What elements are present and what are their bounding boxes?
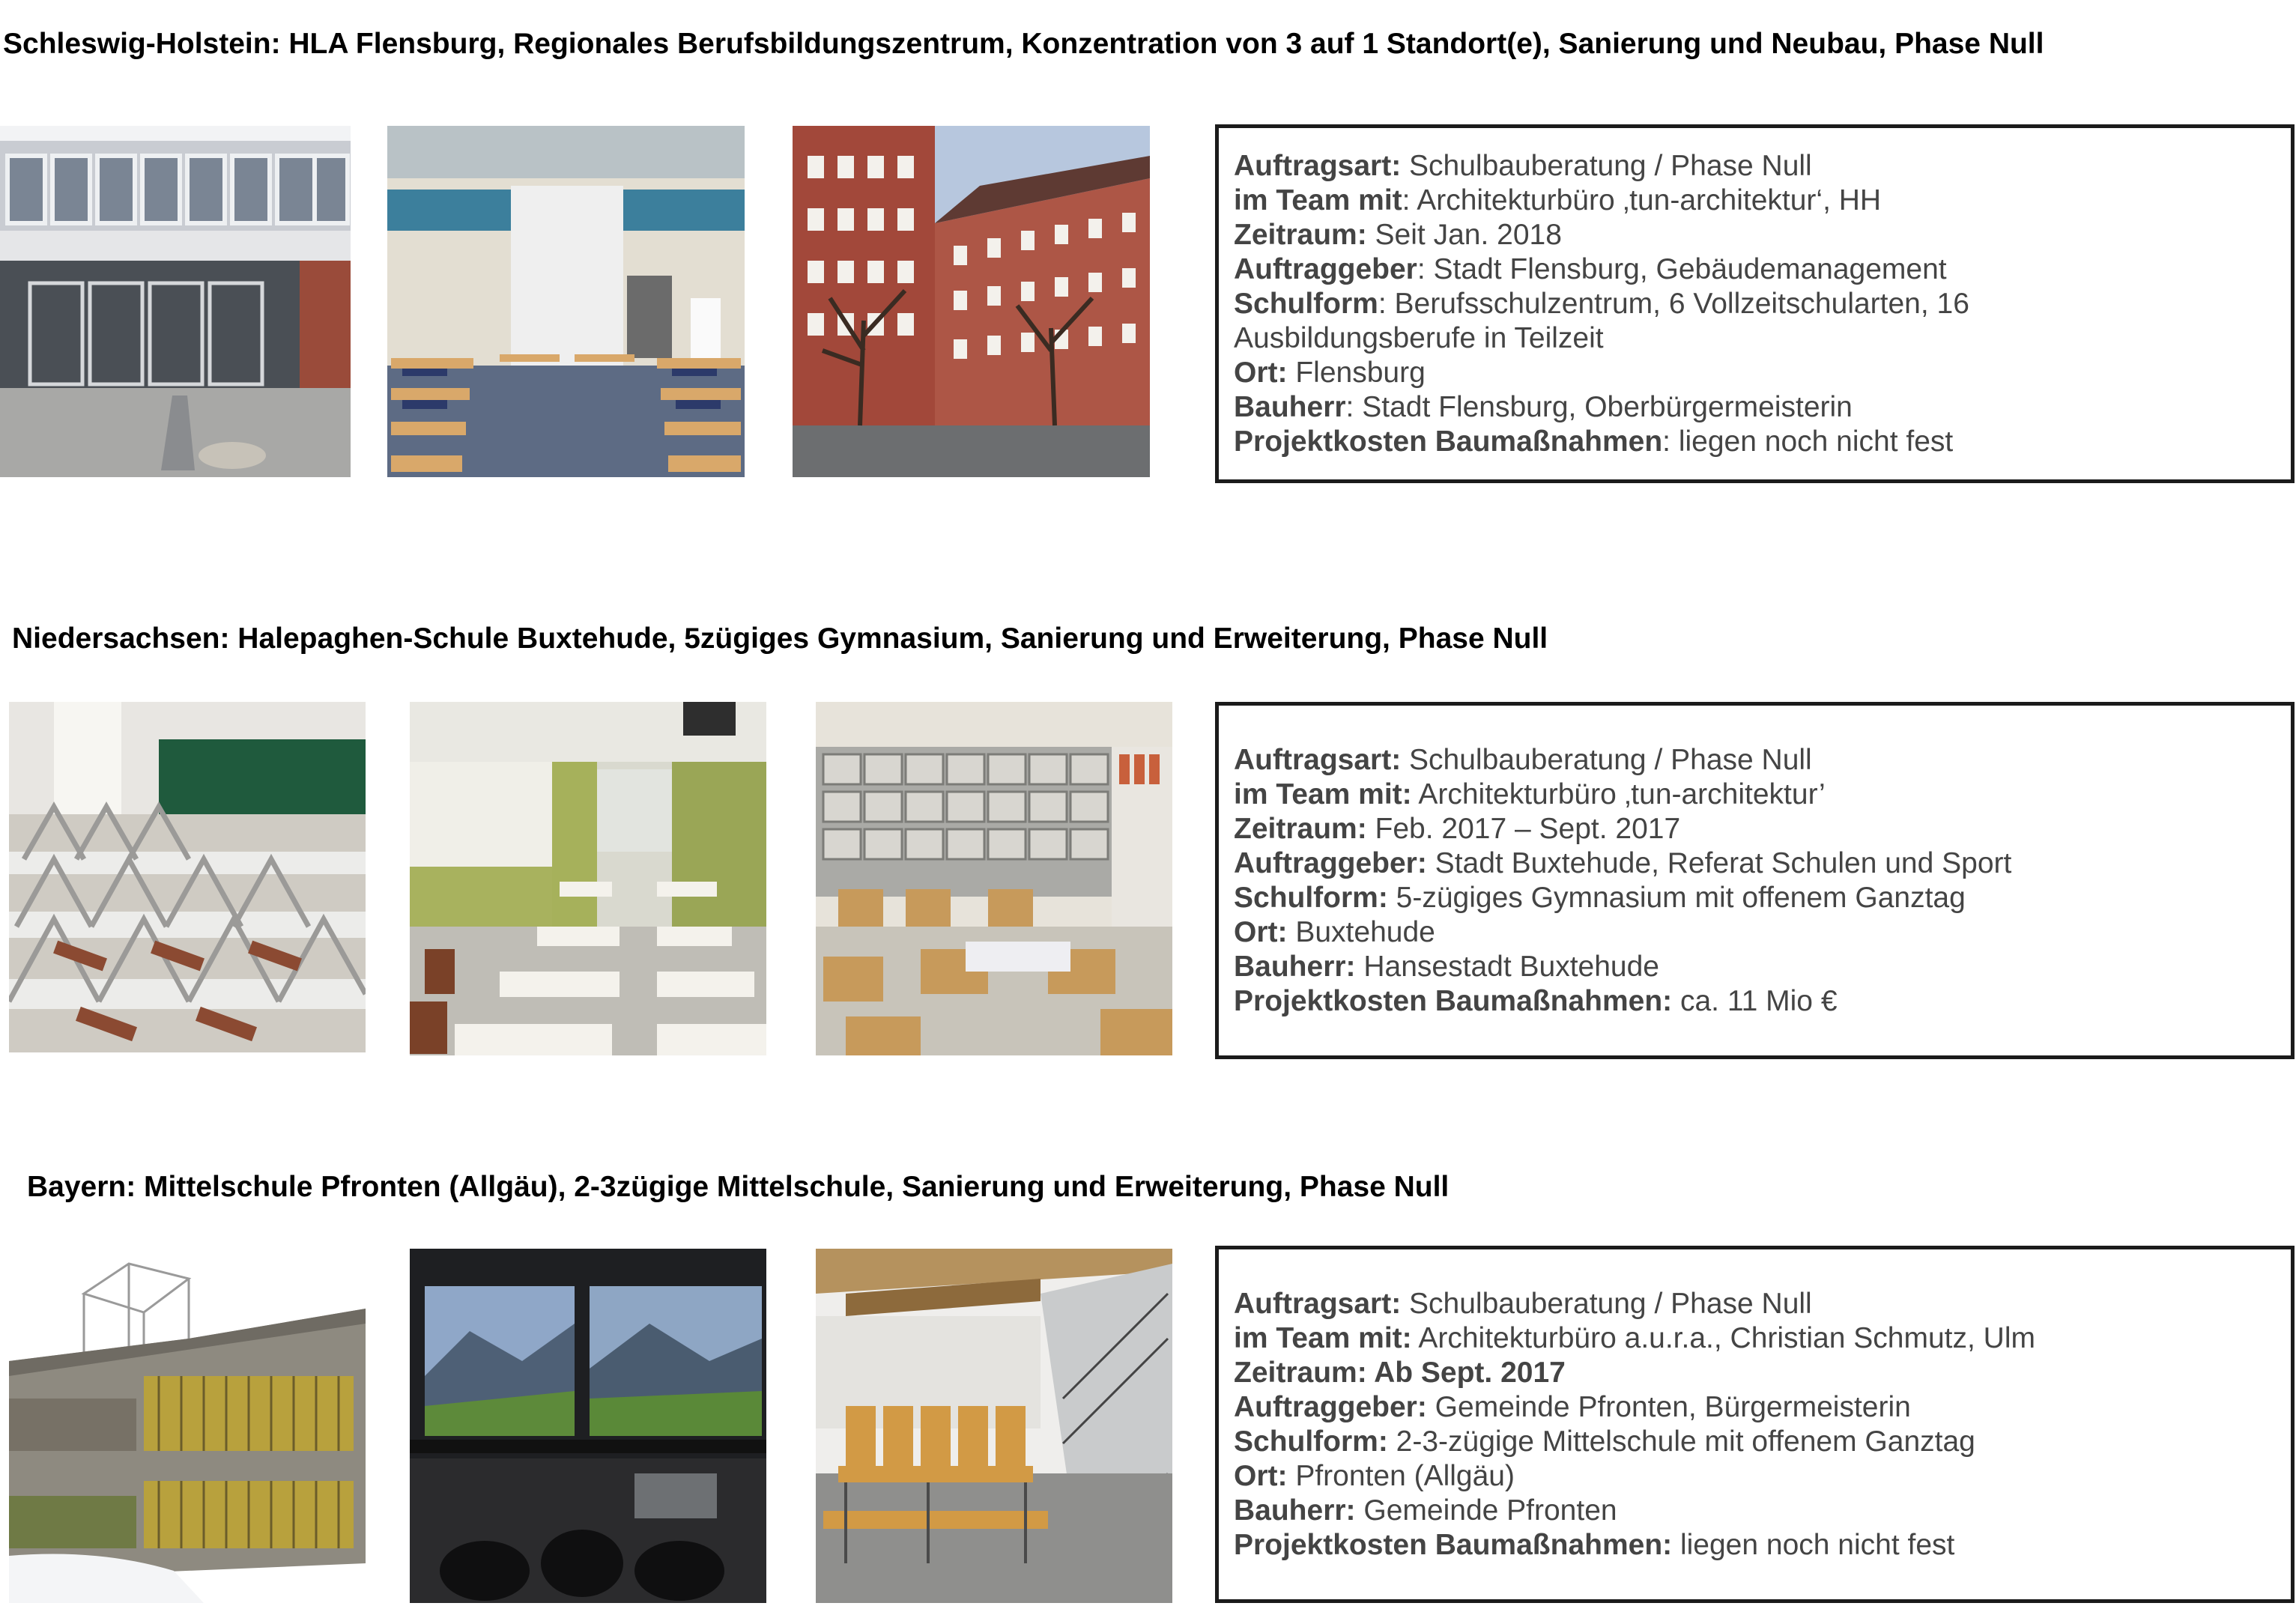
detail-line	[1234, 1425, 2276, 1459]
detail-label: Auftraggeber	[1234, 252, 1417, 285]
detail-value: : Architekturbüro ‚tun-architektur‘, HH	[1402, 184, 1882, 216]
detail-line	[1234, 1356, 2276, 1390]
detail-label: Bauherr:	[1234, 1494, 1356, 1527]
detail-value: Feb. 2017 – Sept. 2017	[1366, 812, 1681, 845]
detail-value: 2-3-zügige Mittelschule mit offenem Ganztag	[1387, 1425, 1975, 1458]
detail-value: Schulbauberatung / Phase Null	[1401, 149, 1812, 182]
detail-line	[1234, 184, 2276, 218]
detail-line	[1234, 1528, 2276, 1563]
detail-line	[1234, 950, 2276, 984]
detail-label: Schulform:	[1234, 881, 1388, 914]
detail-line	[1234, 743, 2276, 778]
project-photo	[9, 702, 366, 1052]
project-photo	[0, 126, 351, 477]
detail-label: im Team mit:	[1234, 1321, 1412, 1354]
detail-value: Stadt Buxtehude, Referat Schulen und Sport	[1426, 846, 2012, 879]
detail-label: Projektkosten Baumaßnahmen:	[1234, 1528, 1673, 1561]
detail-value: Pfronten (Allgäu)	[1287, 1459, 1515, 1492]
project-photo	[816, 702, 1172, 1055]
detail-line	[1234, 1287, 2276, 1321]
detail-label: Auftragsart:	[1234, 1287, 1402, 1320]
detail-value: : Berufsschulzentrum, 6 Vollzeitschularten, 16 Ausbildungsberufe in Teilzeit	[1234, 287, 1969, 354]
detail-line	[1234, 984, 2276, 1019]
detail-label: Projektkosten Baumaßnahmen:	[1234, 984, 1673, 1017]
detail-value: Architekturbüro a.u.r.a., Christian Schmutz, Ulm	[1411, 1321, 2035, 1354]
detail-label: Schulform	[1234, 287, 1378, 320]
detail-label: Projektkosten Baumaßnahmen	[1234, 425, 1663, 458]
project-heading: Schleswig-Holstein: HLA Flensburg, Regionales Berufsbildungszentrum, Konzentration von 3 auf 1 Standort(e), Sanierung und Neubau, Phase Null	[3, 28, 2044, 60]
project-photo	[9, 1249, 366, 1603]
detail-line	[1234, 218, 2276, 252]
project-info-box	[1215, 1246, 2295, 1603]
detail-label: Bauherr	[1234, 390, 1346, 423]
detail-value: Schulbauberatung / Phase Null	[1401, 1287, 1812, 1320]
detail-label: Auftragsart:	[1234, 149, 1402, 182]
detail-value: : Stadt Flensburg, Oberbürgermeisterin	[1345, 390, 1853, 423]
detail-line	[1234, 812, 2276, 846]
detail-value: Hansestadt Buxtehude	[1355, 950, 1659, 983]
detail-label: Ort:	[1234, 915, 1288, 948]
detail-value: liegen noch nicht fest	[1672, 1528, 1955, 1561]
detail-value: Architekturbüro ‚tun-architektur’	[1411, 778, 1826, 810]
detail-label: Auftraggeber:	[1234, 846, 1427, 879]
detail-value: : liegen noch nicht fest	[1662, 425, 1954, 458]
detail-label: Zeitraum: Ab Sept. 2017	[1234, 1356, 1566, 1389]
detail-value: : Stadt Flensburg, Gebäudemanagement	[1417, 252, 1947, 285]
detail-line	[1234, 1390, 2276, 1425]
detail-value: ca. 11 Mio €	[1672, 984, 1838, 1017]
project-photo	[410, 1249, 766, 1603]
detail-label: im Team mit:	[1234, 778, 1412, 810]
detail-line	[1234, 356, 2276, 390]
detail-line	[1234, 881, 2276, 915]
project-photo	[410, 702, 766, 1055]
detail-line	[1234, 149, 2276, 184]
detail-line	[1234, 1459, 2276, 1494]
project-info-box	[1215, 702, 2295, 1059]
detail-value: Buxtehude	[1287, 915, 1435, 948]
project-heading: Niedersachsen: Halepaghen-Schule Buxtehude, 5zügiges Gymnasium, Sanierung und Erweiterung, Phase Null	[12, 622, 1548, 655]
detail-line	[1234, 1494, 2276, 1528]
detail-line	[1234, 1321, 2276, 1356]
project-info-box	[1215, 124, 2295, 483]
detail-line	[1234, 915, 2276, 950]
detail-value: 5-zügiges Gymnasium mit offenem Ganztag	[1387, 881, 1966, 914]
detail-label: Auftraggeber:	[1234, 1390, 1427, 1423]
detail-value: Flensburg	[1287, 356, 1426, 389]
detail-value: Schulbauberatung / Phase Null	[1401, 743, 1812, 776]
detail-line	[1234, 287, 2058, 356]
detail-label: Schulform:	[1234, 1425, 1388, 1458]
detail-line	[1234, 425, 2276, 459]
detail-line	[1234, 778, 2276, 812]
detail-value: Seit Jan. 2018	[1366, 218, 1562, 251]
detail-value: Gemeinde Pfronten	[1355, 1494, 1617, 1527]
project-photo	[387, 126, 745, 477]
detail-label: Auftragsart:	[1234, 743, 1402, 776]
project-photo	[816, 1249, 1172, 1603]
detail-label: Bauherr:	[1234, 950, 1356, 983]
detail-label: Zeitraum:	[1234, 812, 1367, 845]
detail-value: Gemeinde Pfronten, Bürgermeisterin	[1426, 1390, 1911, 1423]
detail-label: im Team mit	[1234, 184, 1402, 216]
detail-line	[1234, 390, 2276, 425]
detail-label: Zeitraum:	[1234, 218, 1367, 251]
project-heading: Bayern: Mittelschule Pfronten (Allgäu), 2-3zügige Mittelschule, Sanierung und Erweiterung, Phase Null	[27, 1171, 1450, 1203]
detail-line	[1234, 252, 2276, 287]
project-photo	[793, 126, 1150, 477]
detail-label: Ort:	[1234, 356, 1288, 389]
detail-line	[1234, 846, 2276, 881]
detail-label: Ort:	[1234, 1459, 1288, 1492]
